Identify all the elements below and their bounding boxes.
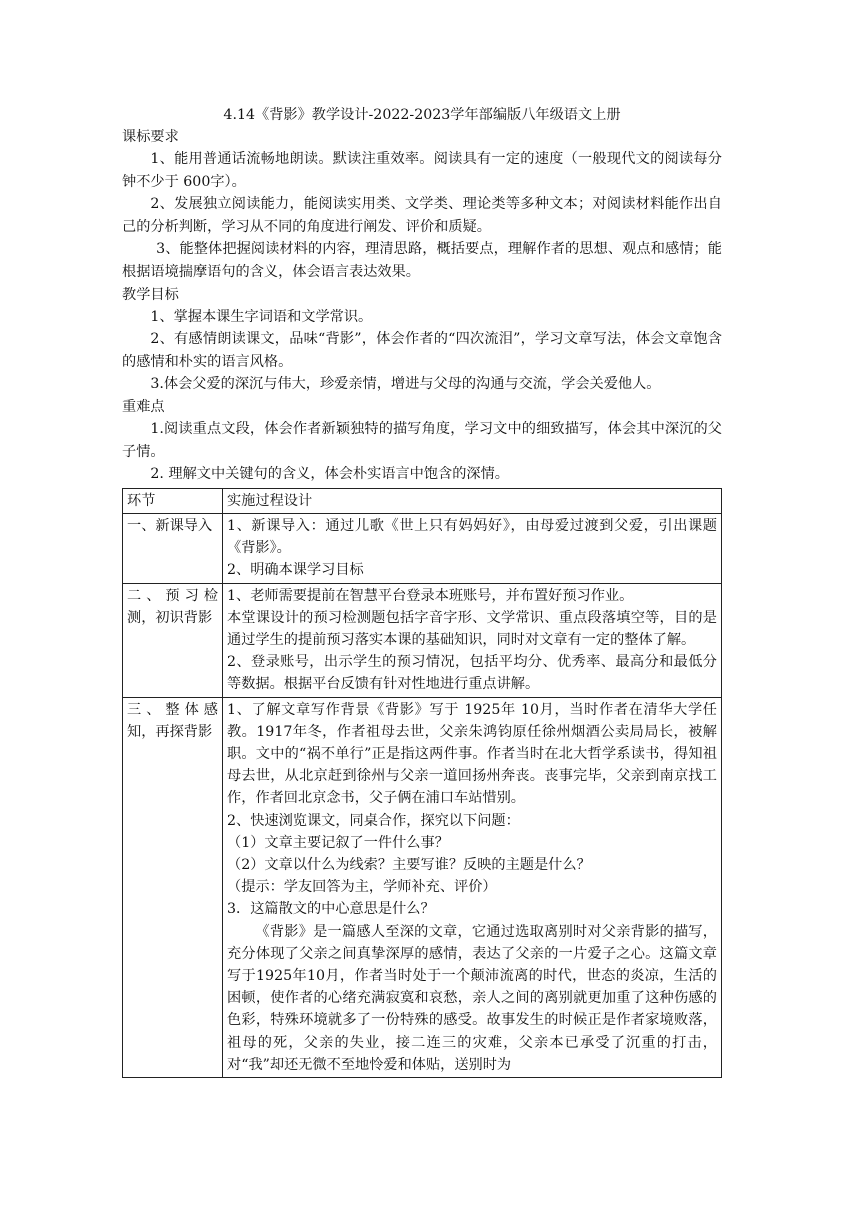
section-heading: 课标要求	[122, 129, 179, 145]
cell-line: 2、快速浏览课文，同桌合作，探究以下问题：	[227, 812, 520, 829]
section-objectives	[122, 284, 722, 396]
table-header-cell: 实施过程设计	[223, 488, 722, 513]
section-key-points	[122, 396, 722, 486]
paragraph: 1.阅读重点文段，体会作者新颖独特的描写角度，学习文中的细致描写，体会其中深沉的父子情。	[122, 420, 722, 460]
cell-line: （1）文章主要记叙了一件什么事？	[227, 834, 449, 851]
cell-line: 1、老师需要提前在智慧平台登录本班账号，并布置好预习作业。	[227, 587, 634, 604]
paragraph: 2. 理解文中关键句的含义，体会朴实语言中饱含的深情。	[150, 466, 509, 483]
process-cell	[223, 513, 722, 583]
section-heading: 重难点	[122, 398, 165, 415]
cell-line: 1、了解文章写作背景《背影》写于 1925年 10月，当时作者在清华大学任教。1917年冬，作者祖母去世，父亲朱鸿钧原任徐州烟酒公卖局局长，被解职。文中的“祸不单行”正是指这两件事。作者当时在北大哲学系读书，得知祖母去世，从北京赶到徐州与父亲一道回扬州奔丧。丧事完毕，父亲到南京找工作，作者回北京念书，父子俩在浦口车站惜别。	[227, 701, 717, 807]
paragraph: 2、发展独立阅读能力，能阅读实用类、文学类、理论类等多种文本；对阅读材料能作出自己的分析判断，学习从不同的角度进行阐发、评价和质疑。	[122, 196, 722, 235]
cell-line: 1、新课导入：通过儿歌《世上只有妈妈好》，由母爱过渡到父爱，引出课题《背影》。	[227, 517, 717, 557]
cell-line: （2）文章以什么为线索？主要写谁？反映的主题是什么？	[227, 856, 591, 873]
stage-cell: 三、整体感知，再探背影	[123, 697, 223, 1077]
paragraph: 1、掌握本课生字词语和文学常识。	[150, 308, 373, 325]
stage-cell: 二、预习检测，初识背影	[123, 583, 223, 697]
table-row	[123, 513, 722, 583]
cell-line: 2、登录账号，出示学生的预习情况，包括平均分、优秀率、最高分和最低分等数据。根据平台反馈有针对性地进行重点讲解。	[227, 654, 717, 693]
paragraph: 3、能整体把握阅读材料的内容，理清思路，概括要点，理解作者的思想、观点和感情；能根据语境揣摩语句的含义，体会语言表达效果。	[122, 241, 722, 280]
process-cell	[223, 697, 722, 1077]
cell-line: 3．这篇散文的中心意思是什么？	[227, 901, 435, 918]
table-row	[123, 697, 722, 1077]
cell-line: 本堂课设计的预习检测题包括字音字形、文学常识、重点段落填空等，目的是通过学生的提前预习落实本课的基础知识，同时对文章有一定的整体了解。	[227, 609, 717, 648]
table-header-cell: 环节	[123, 488, 223, 513]
document-title: 4.14《背影》教学设计-2022-2023学年部编版八年级语文上册	[223, 107, 621, 123]
process-cell	[223, 583, 722, 697]
table-header-row	[123, 488, 722, 513]
section-heading: 教学目标	[122, 286, 179, 303]
paragraph: 2、有感情朗读课文，品味“背影”，体会作者的“四次流泪”，学习文章写法，体会文章饱含的感情和朴实的语言风格。	[122, 331, 722, 370]
table-row	[123, 583, 722, 697]
paragraph: 1、能用普通话流畅地朗读。默读注重效率。阅读具有一定的速度（一般现代文的阅读每分钟不少于 600字）。	[122, 151, 722, 190]
cell-line: 《背影》是一篇感人至深的文章，它通过选取离别时对父亲背影的描写，充分体现了父亲之间真挚深厚的感情，表达了父亲的一片爱子之心。这篇文章写于1925年10月，作者当时处于一个颠沛流离的时代，世态的炎凉，生活的困顿，使作者的心绪充满寂寞和哀愁，亲人之间的离别就更加重了这种伤感的色彩，特殊环境就多了一份特殊的感受。故事发生的时候正是作者家境败落，祖母的死，父亲的失业，接二连三的灾难，父亲本已承受了沉重的打击，对“我”却还无微不至地怜爱和体贴，送别时为	[227, 923, 717, 1073]
cell-line: 2、明确本课学习目标	[227, 562, 364, 579]
paragraph: 3.体会父爱的深沉与伟大，珍爱亲情，增进与父母的沟通与交流，学会关爱他人。	[150, 376, 661, 393]
document-page	[122, 104, 722, 1078]
cell-line: （提示：学友回答为主，学师补充、评价）	[227, 879, 497, 896]
lesson-plan-table	[122, 488, 722, 1078]
stage-cell: 一、新课导入	[123, 513, 223, 583]
section-standards	[122, 126, 722, 284]
